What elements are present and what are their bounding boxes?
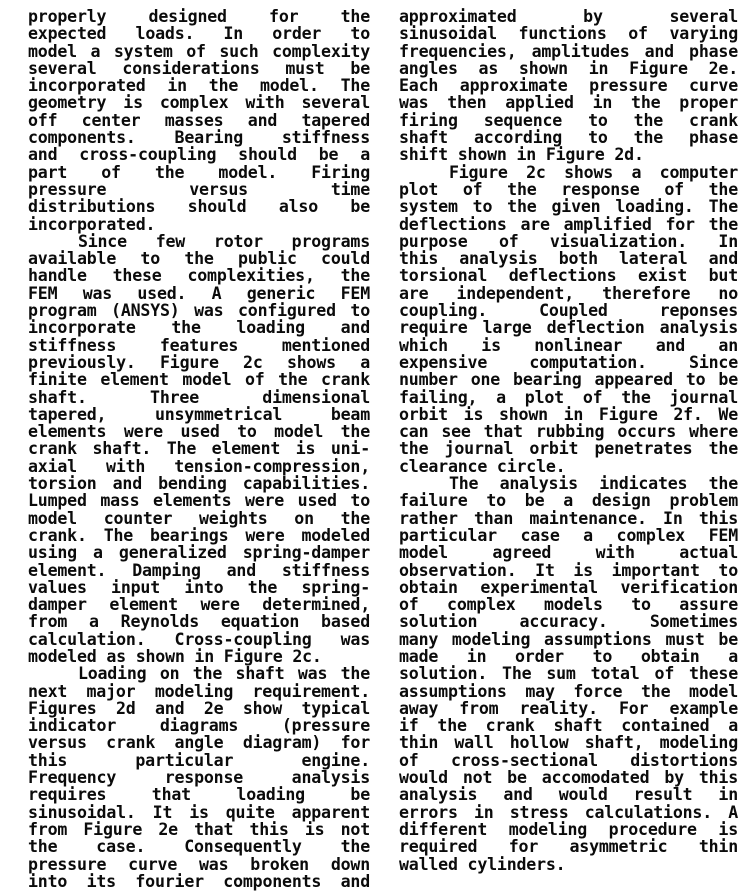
text-line: different modeling procedure is <box>399 819 738 839</box>
text-line: torsion and bending capabilities. <box>28 474 370 494</box>
text-line: components. Bearing stiffness <box>28 128 370 148</box>
text-line: many modeling assumptions must be <box>399 629 738 649</box>
text-line: solution. The sum total of these <box>399 664 738 684</box>
text-line: Loading on the shaft was the <box>77 664 370 684</box>
text-line: pressure versus time <box>28 179 370 199</box>
text-line: stiffness features mentioned <box>28 335 370 355</box>
text-line: purpose of visualization. In <box>399 231 738 251</box>
text-line: incorporated in the model. The <box>28 76 370 96</box>
text-line: which is nonlinear and an <box>399 335 738 355</box>
text-line: Each approximate pressure curve <box>399 76 738 96</box>
text-line: indicator diagrams (pressure <box>28 716 370 736</box>
text-line: require large deflection analysis <box>399 318 738 338</box>
text-line: Lumped mass elements were used to <box>28 491 370 511</box>
column-right <box>399 8 738 873</box>
text-line: solution accuracy. Sometimes <box>399 612 738 632</box>
text-line: Figure 2c shows a computer <box>448 162 738 182</box>
text-line: assumptions may force the model <box>399 681 738 701</box>
text-line: torsional deflections exist but <box>399 266 738 286</box>
text-line: off center masses and tapered <box>28 110 370 130</box>
text-line: calculation. Cross-coupling was <box>28 629 370 649</box>
text-line: geometry is complex with several <box>28 93 370 113</box>
text-line: crank shaft. The element is uni- <box>28 439 370 459</box>
text-line: expected loads. In order to <box>28 24 370 44</box>
text-line: Since few rotor programs <box>77 231 370 251</box>
text-line: away from reality. For example <box>399 698 738 718</box>
text-line: modeled as shown in Figure 2c. <box>28 646 322 666</box>
text-line: model counter weights on the <box>28 508 370 528</box>
text-line: made in order to obtain a <box>399 646 738 666</box>
text-line: model agreed with actual <box>399 543 738 563</box>
text-line: observation. It is important to <box>399 560 738 580</box>
text-line: distributions should also be <box>28 197 370 217</box>
text-line: versus crank angle diagram) for <box>28 733 370 753</box>
text-line: shaft. Three dimensional <box>28 387 370 407</box>
text-line: orbit is shown in Figure 2f. We <box>399 404 738 424</box>
text-line: axial with tension-compression, <box>28 456 370 476</box>
text-line: The analysis indicates the <box>448 474 738 494</box>
text-line: failure to be a design problem <box>399 491 738 511</box>
text-line: part of the model. Firing <box>28 162 370 182</box>
text-line: finite element model of the crank <box>28 370 370 390</box>
column-left <box>28 8 370 890</box>
text-line: this analysis both lateral and <box>399 249 738 269</box>
text-line: properly designed for the <box>28 7 370 26</box>
text-line: incorporate the loading and <box>28 318 370 338</box>
text-line: incorporated. <box>28 214 156 234</box>
text-line: Frequency response analysis <box>28 768 370 788</box>
text-line: clearance circle. <box>399 456 566 476</box>
text-line: analysis and would result in <box>399 785 738 805</box>
text-line: deflections are amplified for the <box>399 214 738 234</box>
text-line: thin wall hollow shaft, modeling <box>399 733 738 753</box>
text-line: this particular engine. <box>28 750 370 770</box>
text-line: elements were used to model the <box>28 422 370 442</box>
text-line: the case. Consequently the <box>28 837 370 857</box>
text-line: damper element were determined, <box>28 595 370 615</box>
text-line: system to the given loading. The <box>399 197 738 217</box>
text-line: rather than maintenance. In this <box>399 508 738 528</box>
text-line: errors in stress calculations. A <box>399 802 738 822</box>
text-line: and cross-coupling should be a <box>28 145 370 165</box>
text-line: requires that loading be <box>28 785 370 805</box>
text-line: crank. The bearings were modeled <box>28 525 370 545</box>
text-line: are independent, therefore no <box>399 283 738 303</box>
text-line: program (ANSYS) was configured to <box>28 301 370 321</box>
text-line: of cross-sectional distortions <box>399 750 738 770</box>
text-line: obtain experimental verification <box>399 577 738 597</box>
text-line: next major modeling requirement. <box>28 681 370 701</box>
text-line: Figures 2d and 2e show typical <box>28 698 370 718</box>
text-line: sinusoidal. It is quite apparent <box>28 802 370 822</box>
text-line: would not be accomodated by this <box>399 768 738 788</box>
text-line: was then applied in the proper <box>399 93 738 113</box>
text-line: from a Reynolds equation based <box>28 612 370 632</box>
text-line: of complex models to assure <box>399 595 738 615</box>
text-line: number one bearing appeared to be <box>399 370 738 390</box>
text-line: sinusoidal functions of varying <box>399 24 738 44</box>
text-line: firing sequence to the crank <box>399 110 738 130</box>
text-line: shift shown in Figure 2d. <box>399 145 644 165</box>
text-line: shaft according to the phase <box>399 128 738 148</box>
text-line: from Figure 2e that this is not <box>28 819 370 839</box>
text-line: into its fourier components and <box>28 871 370 891</box>
text-line: element. Damping and stiffness <box>28 560 370 580</box>
text-line: can see that rubbing occurs where <box>399 422 738 442</box>
text-line: required for asymmetric thin <box>399 837 738 857</box>
text-line: pressure curve was broken down <box>28 854 370 874</box>
text-line: plot of the response of the <box>399 179 738 199</box>
text-line: angles as shown in Figure 2e. <box>399 58 738 78</box>
text-line: walled cylinders. <box>399 854 566 874</box>
text-line: coupling. Coupled reponses <box>399 301 738 321</box>
text-line: several considerations must be <box>28 58 370 78</box>
text-line: the journal orbit penetrates the <box>399 439 738 459</box>
text-line: if the crank shaft contained a <box>399 716 738 736</box>
text-line: model a system of such complexity <box>28 41 370 61</box>
text-line: frequencies, amplitudes and phase <box>399 41 738 61</box>
text-line: values input into the spring- <box>28 577 370 597</box>
text-line: expensive computation. Since <box>399 352 738 372</box>
text-line: handle these complexities, the <box>28 266 370 286</box>
text-line: previously. Figure 2c shows a <box>28 352 370 372</box>
text-line: FEM was used. A generic FEM <box>28 283 370 303</box>
text-line: using a generalized spring-damper <box>28 543 370 563</box>
text-line: failing, a plot of the journal <box>399 387 738 407</box>
text-line: available to the public could <box>28 249 370 269</box>
text-line: particular case a complex FEM <box>399 525 738 545</box>
text-line: approximated by several <box>399 7 738 26</box>
text-line: tapered, unsymmetrical beam <box>28 404 370 424</box>
